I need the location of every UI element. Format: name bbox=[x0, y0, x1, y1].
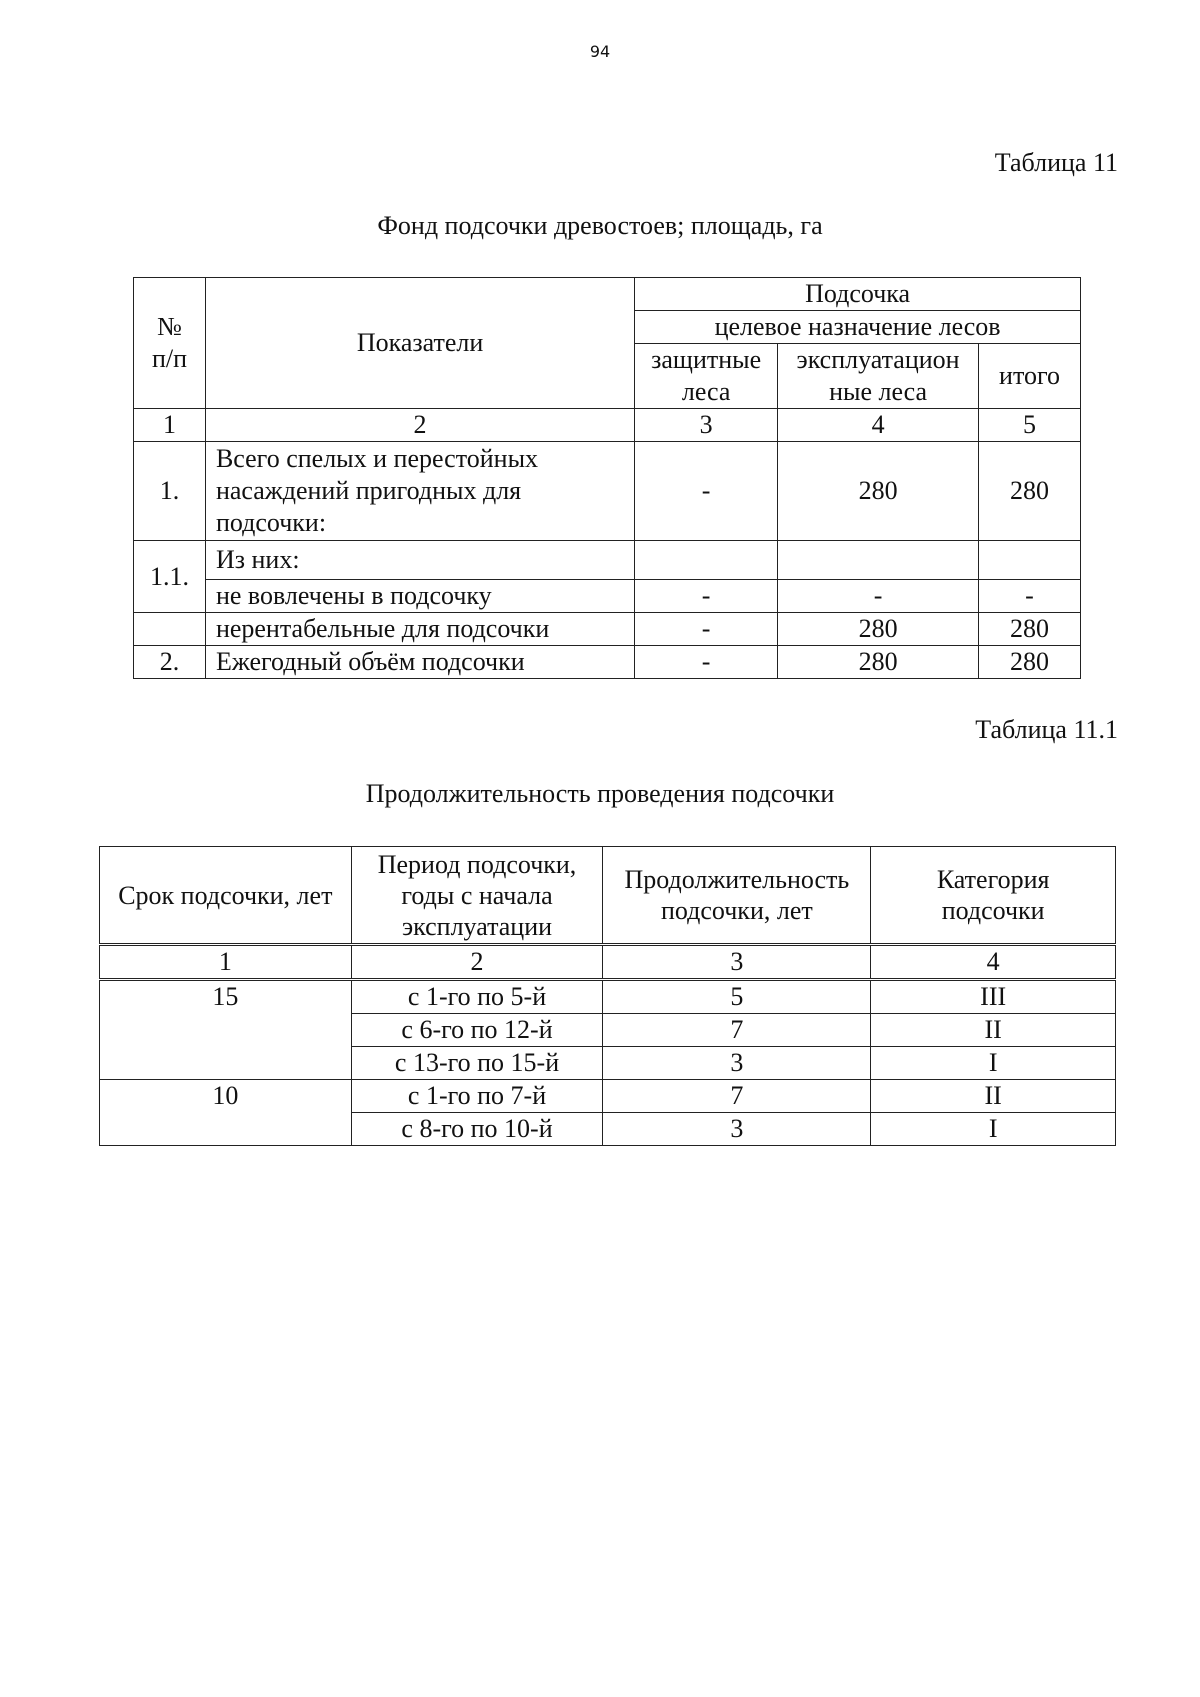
table-row: 15 с 1-го по 5-й 5 III bbox=[100, 980, 1116, 1014]
header-period: Период подсочки, годы с начала эксплуатации bbox=[351, 847, 603, 945]
table-row: не вовлечены в подсочку - - - bbox=[134, 580, 1081, 613]
table-row: 2. Ежегодный объём подсочки - 280 280 bbox=[134, 646, 1081, 679]
header-total: итого bbox=[979, 344, 1081, 409]
header-category: Категория подсочки bbox=[871, 847, 1116, 945]
header-protective: защитные леса bbox=[635, 344, 778, 409]
table-row: 1.1. Из них: bbox=[134, 541, 1081, 580]
header-indicators: Показатели bbox=[205, 278, 634, 409]
table-row: с 13-го по 15-й 3 I bbox=[100, 1047, 1116, 1080]
table-row: с 8-го по 10-й 3 I bbox=[100, 1113, 1116, 1146]
page-number: 94 bbox=[589, 42, 611, 61]
tapping-fund-table bbox=[133, 277, 1081, 679]
table-11-title: Фонд подсочки древостоев; площадь, га bbox=[377, 211, 823, 240]
header-number: № п/п bbox=[134, 278, 206, 409]
table-11-label: Таблица 11 bbox=[994, 148, 1118, 177]
table-row: 10 с 1-го по 7-й 7 II bbox=[100, 1080, 1116, 1113]
table-row: 1. Всего спелых и перестойных насаждений пригодных для подсочки: - 280 280 bbox=[134, 442, 1081, 541]
tapping-duration-table bbox=[99, 846, 1116, 1146]
table-row: с 6-го по 12-й 7 II bbox=[100, 1014, 1116, 1047]
header-term: Срок подсочки, лет bbox=[100, 847, 352, 945]
table-row: нерентабельные для подсочки - 280 280 bbox=[134, 613, 1081, 646]
table-11-1-label: Таблица 11.1 bbox=[975, 715, 1118, 744]
header-duration: Продолжительность подсочки, лет bbox=[603, 847, 871, 945]
header-exploitation: эксплуатацион ные леса bbox=[778, 344, 979, 409]
header-purpose: целевое назначение лесов bbox=[635, 311, 1081, 344]
table-11-1-title: Продолжительность проведения подсочки bbox=[365, 779, 835, 808]
column-number-row: 1 2 3 4 bbox=[100, 945, 1116, 980]
column-number-row: 1 2 3 4 5 bbox=[134, 409, 1081, 442]
header-tapping: Подсочка bbox=[635, 278, 1081, 311]
